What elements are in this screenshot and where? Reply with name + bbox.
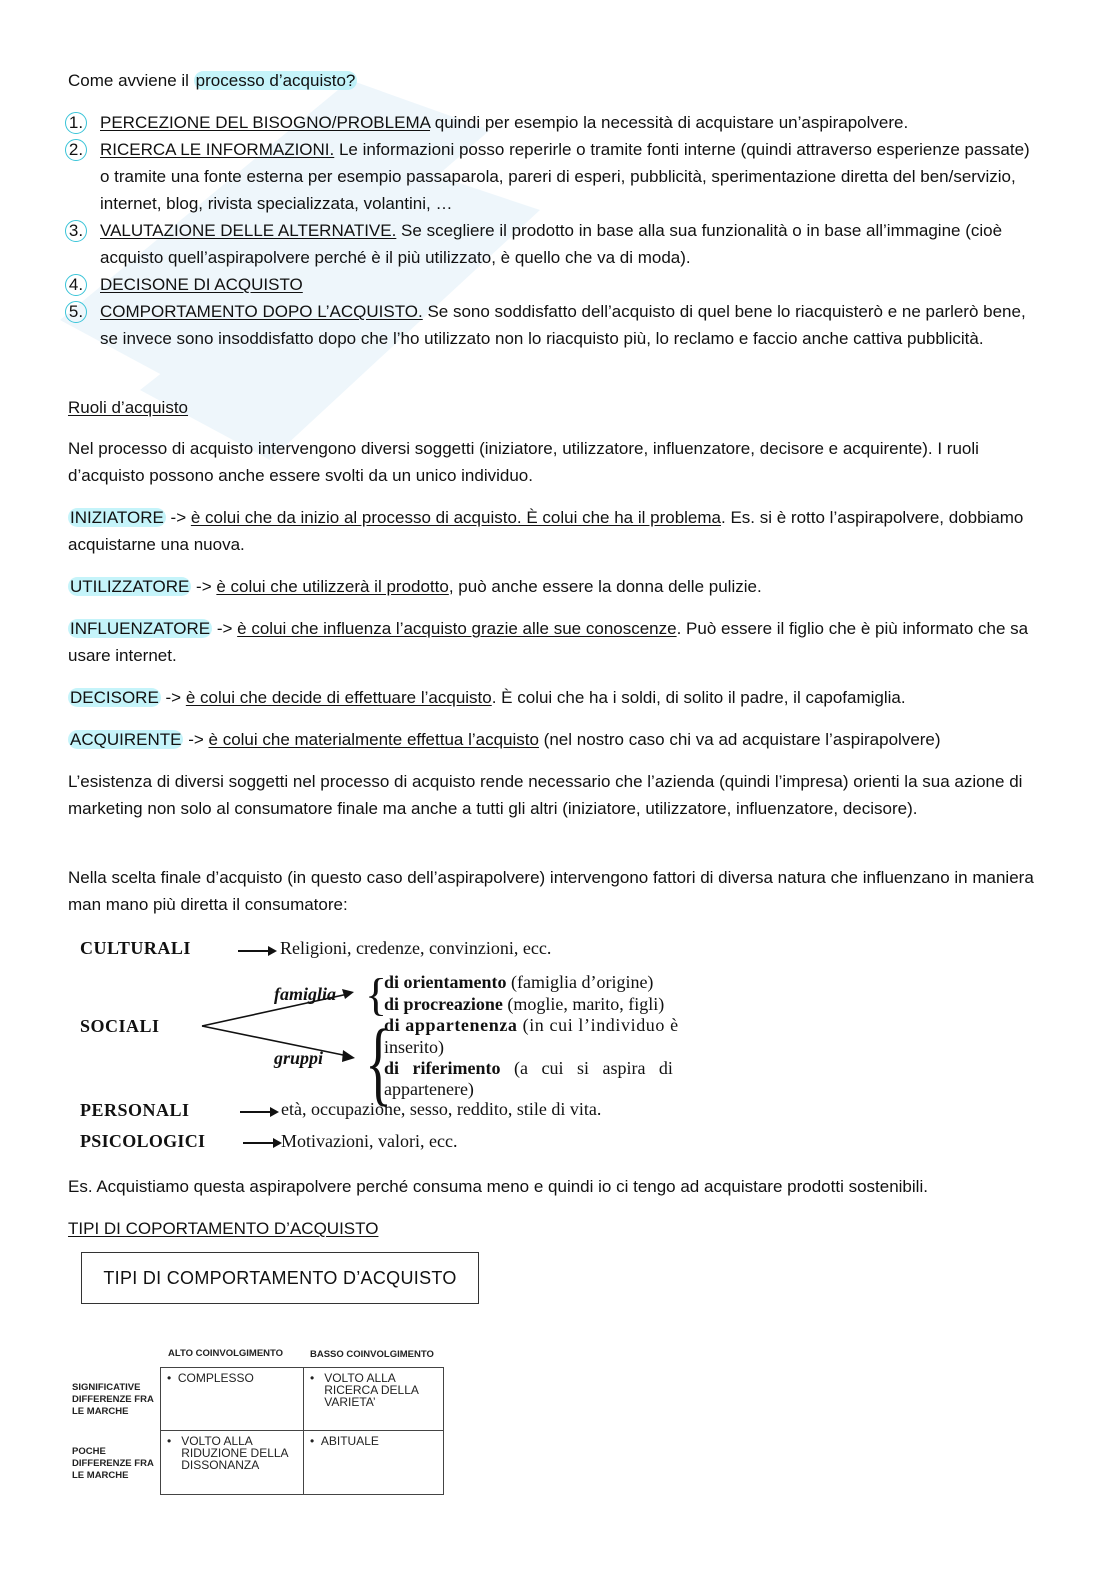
step-title: VALUTAZIONE DELLE ALTERNATIVE. [100, 221, 397, 240]
role-name: ACQUIRENTE [70, 730, 182, 749]
role-arrow: -> [183, 730, 209, 749]
step-text: Se sono soddisfatto dell’acquisto di quel bene lo riacquisterò e ne parlerò bene, se invece sono insoddisfatto dopo che l’ho utilizzato non lo riacquisto più, lo reclamo e faccio anche cattiva pubblicità. [100, 302, 1026, 348]
bold-term: di procreazione [384, 994, 503, 1014]
role-definition: è colui che materialmente effettua l’acquisto [208, 730, 539, 749]
question-text: Come avviene il [68, 71, 194, 90]
gruppi-riferimento-cont: appartenere) [384, 1079, 474, 1099]
question-highlight: processo d’acquisto? [195, 71, 356, 90]
personali-desc: età, occupazione, sesso, reddito, stile di vita. [281, 1099, 602, 1119]
role-name: UTILIZZATORE [70, 577, 190, 596]
gruppi-label: gruppi [274, 1048, 324, 1068]
roles-intro: Nel processo di acquisto intervengono diversi soggetti (iniziatore, utilizzatore, influenzatore, decisore e acquirente). I ruoli d’acquisto possono anche essere svolti da un unico individuo. [68, 439, 979, 485]
role-utilizzatore [68, 573, 1048, 600]
role-influenzatore [68, 615, 1048, 669]
term-desc: (famiglia d’origine) [506, 972, 654, 992]
role-definition: è colui che da inizio al processo di acquisto. È colui che ha il problema [190, 508, 722, 527]
role-acquirente [68, 726, 1048, 753]
step-number: 5. [65, 301, 87, 323]
term-desc: (moglie, marito, figli) [502, 994, 665, 1014]
role-arrow: -> [165, 508, 191, 527]
role-arrow: -> [191, 577, 217, 596]
role-definition: è colui che decide di effettuare l’acquisto [185, 688, 492, 707]
famiglia-orientamento [384, 972, 804, 993]
step-number: 2. [65, 139, 87, 161]
role-decisore [68, 684, 1048, 711]
list-item [68, 271, 1043, 298]
list-item [68, 109, 1043, 136]
step-text: quindi per esempio la necessità di acquistare un’aspirapolvere. [430, 113, 909, 132]
role-definition: è colui che utilizzerà il prodotto [216, 577, 449, 596]
cell-text: ABITUALE [320, 1434, 379, 1448]
famiglia-label: famiglia [274, 984, 336, 1004]
culturali-desc: Religioni, credenze, convinzioni, ecc. [280, 938, 552, 958]
list-item [68, 217, 1043, 271]
conclusion-paragraph: L’esistenza di diversi soggetti nel processo di acquisto rende necessario che l’azienda (quindi l’impresa) orienti la sua azione di marketing non solo al consumatore finale ma anche a tutti gli altri (iniziatore, utilizzatore, influenzatore, decisore). [68, 772, 1023, 818]
factor-sociali: SOCIALI [80, 1016, 160, 1036]
role-rest: , può anche essere la donna delle pulizie. [448, 577, 762, 596]
row-label-significative: SIGNIFICATIVE DIFFERENZE FRA LE MARCHE [72, 1382, 154, 1417]
row-label-poche: POCHE DIFFERENZE FRA LE MARCHE [72, 1446, 154, 1481]
term-desc: (a cui si aspira di [500, 1058, 673, 1078]
step-number: 1. [65, 112, 87, 134]
bullet: • [167, 1371, 172, 1385]
step-number: 4. [65, 274, 87, 296]
role-name: DECISORE [70, 688, 159, 707]
gruppi-appartenenza [384, 1015, 804, 1036]
role-rest: . Es. si è rotto l’aspirapolvere, dobbiamo acquistarne una nuova. [68, 508, 1024, 554]
famiglia-procreazione [384, 994, 804, 1015]
factor-personali: PERSONALI [80, 1100, 190, 1120]
cell-abituale [304, 1431, 444, 1495]
bullet: • [310, 1371, 315, 1385]
role-iniziatore [68, 504, 1048, 558]
psicologici-desc: Motivazioni, valori, ecc. [281, 1131, 458, 1151]
cell-text: VOLTO ALLA RICERCA DELLA VARIETA’ [324, 1371, 419, 1409]
process-steps-list [68, 109, 1043, 352]
step-title: DECISONE DI ACQUISTO [100, 275, 303, 294]
role-name: INIZIATORE [70, 508, 164, 527]
role-rest: (nel nostro caso chi va ad acquistare l’aspirapolvere) [538, 730, 941, 749]
step-text: Le informazioni posso reperirle o tramite fonti interne (quindi attraverso esperienze passate) o tramite una fonte esterna per esempio passaparola, pareri di esperi, pubblicità, sperimentazione diretta del ben/servizio, internet, blog, rivista specializzata, volantini, … [100, 140, 1030, 213]
role-arrow: -> [160, 688, 186, 707]
question-line [68, 67, 1048, 94]
step-number: 3. [65, 220, 87, 242]
gruppi-riferimento [384, 1058, 804, 1079]
types-box-title: TIPI DI COMPORTAMENTO D’ACQUISTO [81, 1252, 479, 1304]
factors-intro: Nella scelta finale d’acquisto (in questo caso dell’aspirapolvere) intervengono fattori di diversa natura che influenzano in maniera man mano più diretta il consumatore: [68, 868, 1034, 914]
bold-term: di riferimento [384, 1058, 501, 1078]
bold-term: di orientamento [384, 972, 507, 992]
list-item [68, 136, 1043, 217]
arrow-icon [240, 1105, 280, 1119]
role-name: INFLUENZATORE [70, 619, 211, 638]
bullet: • [167, 1434, 172, 1448]
cell-dissonanza [161, 1431, 304, 1495]
cell-complesso [161, 1368, 304, 1431]
bold-term: di appartenenza [384, 1015, 518, 1035]
list-item [68, 298, 1043, 352]
factor-culturali: CULTURALI [80, 938, 191, 958]
role-definition: è colui che influenza l’acquisto grazie alle sue conoscenze [237, 619, 677, 638]
cell-text: VOLTO ALLA RIDUZIONE DELLA DISSONANZA [181, 1434, 288, 1472]
step-text: Se scegliere il prodotto in base alla sua funzionalità o in base all’immagine (cioè acquisto quell’aspirapolvere perché è il più utilizzato, è quello che va di moda). [100, 221, 1003, 267]
role-arrow: -> [212, 619, 238, 638]
col-header-high: ALTO COINVOLGIMENTO [168, 1348, 284, 1359]
arrow-icon [238, 944, 278, 958]
arrow-icon [243, 1136, 283, 1150]
types-heading: TIPI DI COPORTAMENTO D’ACQUISTO [68, 1219, 379, 1238]
role-rest: . È colui che ha i soldi, di solito il padre, il capofamiglia. [491, 688, 906, 707]
step-title: PERCEZIONE DEL BISOGNO/PROBLEMA [100, 113, 431, 132]
example-paragraph: Es. Acquistiamo questa aspirapolvere perché consuma meno e quindi io ci tengo ad acquistare prodotti sostenibili. [68, 1177, 928, 1196]
brace-gruppi: { [365, 1011, 393, 1115]
col-header-low: BASSO COINVOLGIMENTO [310, 1349, 434, 1360]
role-rest: . Può essere il figlio che è più informato che sa usare internet. [68, 619, 1029, 665]
cell-text: COMPLESSO [177, 1371, 254, 1385]
gruppi-appartenenza-cont: inserito) [384, 1037, 444, 1057]
behavior-matrix [160, 1367, 444, 1495]
step-title: RICERCA LE INFORMAZIONI. [100, 140, 335, 159]
factor-psicologici: PSICOLOGICI [80, 1131, 206, 1151]
term-desc: (in cui l’individuo è [517, 1015, 679, 1035]
cell-varieta [304, 1368, 444, 1431]
bullet: • [310, 1434, 315, 1448]
brace-famiglia: { [365, 969, 388, 1020]
roles-heading: Ruoli d’acquisto [68, 398, 189, 417]
factors-diagram [80, 938, 800, 1158]
step-title: COMPORTAMENTO DOPO L’ACQUISTO. [100, 302, 423, 321]
